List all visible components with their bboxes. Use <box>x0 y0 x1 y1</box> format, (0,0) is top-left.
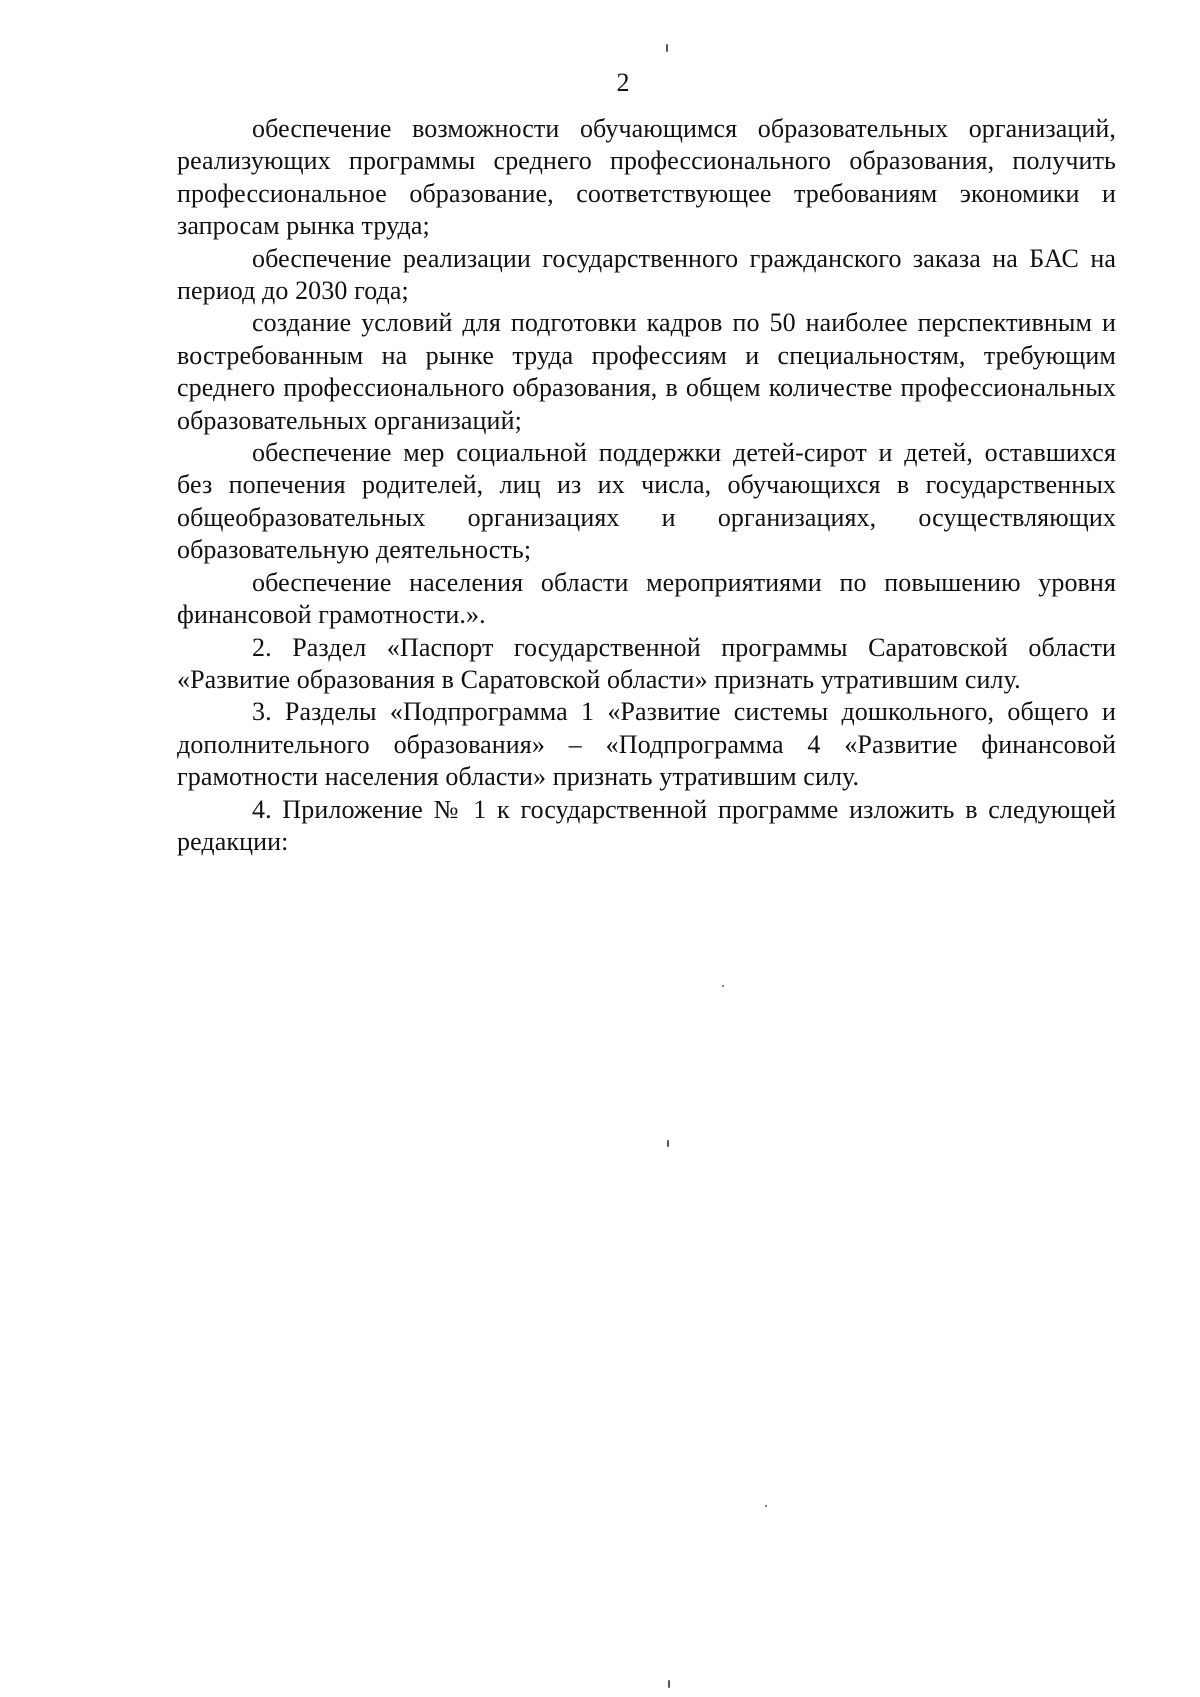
paragraph-6: 2. Раздел «Паспорт государственной программы Саратовской области «Развитие образования в Саратовской области» признать утратившим силу. <box>177 632 1116 694</box>
paragraph-5: обеспечение населения области мероприятиями по повышению уровня финансовой грамотности.». <box>177 567 1116 630</box>
paragraph-4: обеспечение мер социальной поддержки детей-сирот и детей, оставшихся без попечения родителей, лиц из их числа, обучающихся в государственных общеобразовательных организациях и организациях, осуществляющих образовательную деятельность; <box>177 438 1116 565</box>
paragraph-1: обеспечение возможности обучающимся образовательных организаций, реализующих программы среднего профессионального образования, получить профессиональное образование, соответствующее требованиям экономики и запросам рынка труда; <box>177 114 1116 241</box>
paragraph-3: создание условий для подготовки кадров по 50 наиболее перспективным и востребованным на рынке труда профессиям и специальностям, требующим среднего профессионального образования, в общем количестве профессиональных образовательных организаций; <box>177 308 1116 435</box>
page-number: 2 <box>616 68 630 97</box>
scan-speck <box>765 1505 767 1507</box>
document-body <box>177 113 1116 858</box>
scan-speck <box>722 985 724 987</box>
paragraph-2: обеспечение реализации государственного гражданского заказа на БАС на период до 2030 года; <box>177 243 1116 306</box>
scan-speck <box>667 1140 669 1147</box>
scan-speck <box>668 1680 670 1688</box>
scan-speck <box>666 44 668 52</box>
paragraph-8: 4. Приложение № 1 к государственной программе изложить в следующей редакции: <box>177 794 1116 856</box>
paragraph-7: 3. Разделы «Подпрограмма 1 «Развитие системы дошкольного, общего и дополнительного образования» – «Подпрограмма 4 «Развитие финансовой грамотности населения области» признать утратившим силу. <box>177 697 1116 792</box>
